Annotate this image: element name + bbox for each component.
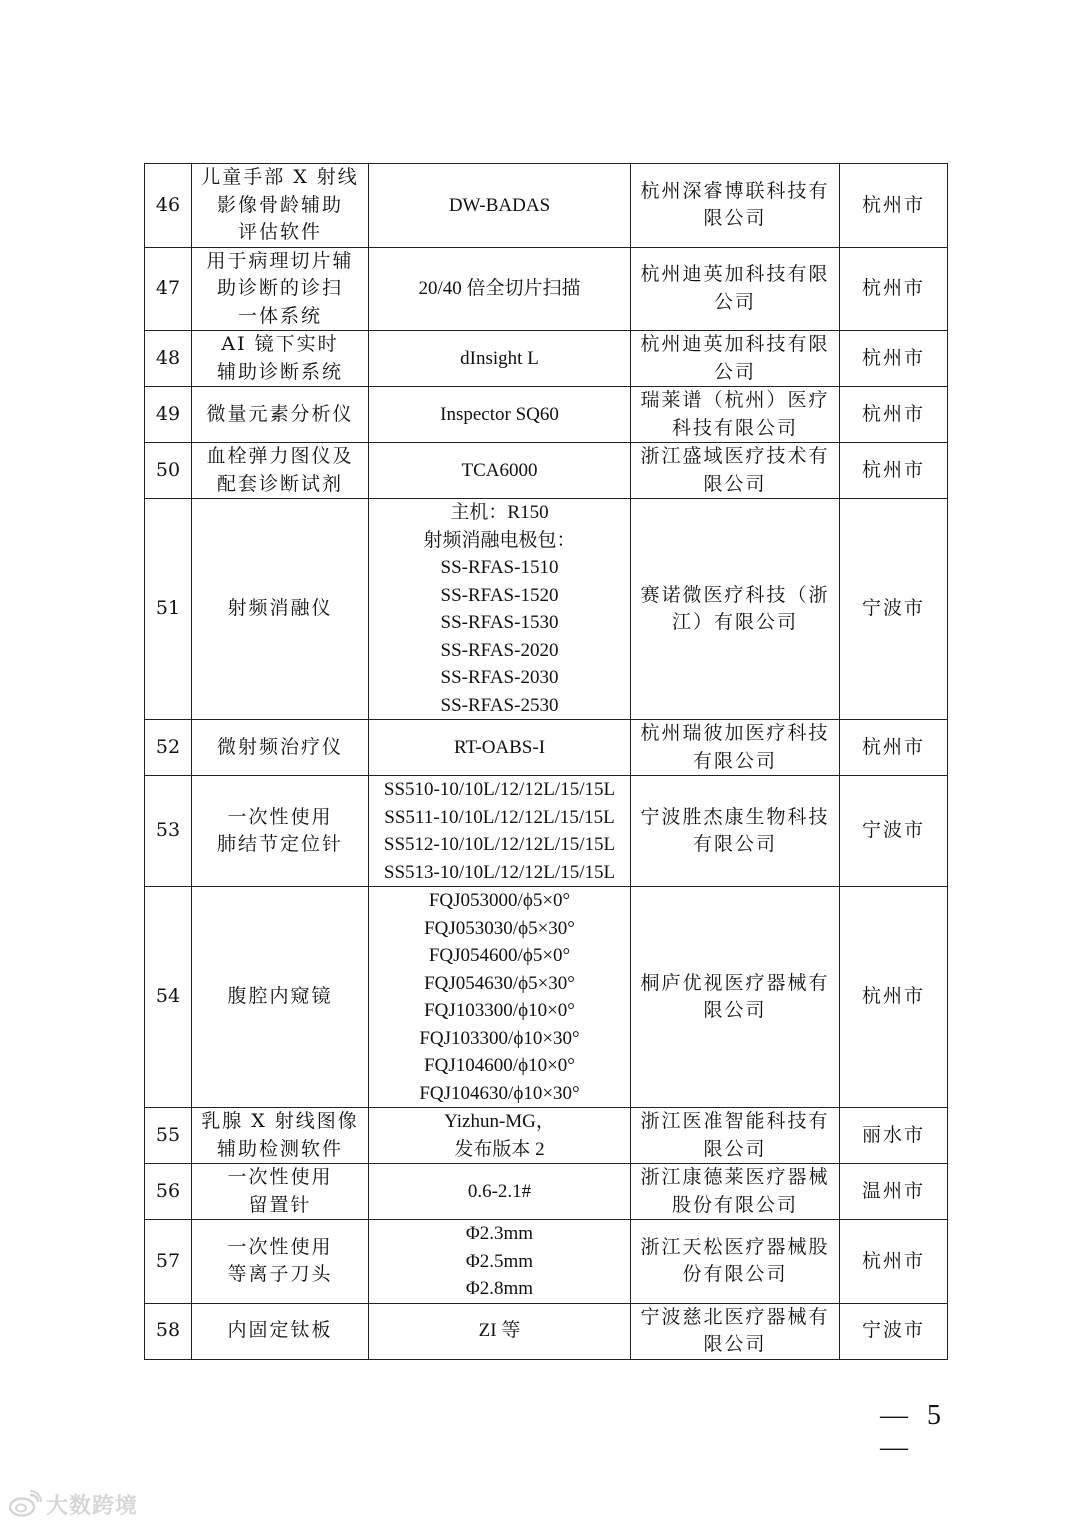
product-name-cell	[192, 443, 369, 499]
model-spec-cell	[369, 331, 631, 387]
table-row	[145, 164, 948, 248]
product-name-line: 一次性使用	[227, 1235, 333, 1258]
company-line: 杭州深睿博联科技有	[640, 179, 830, 202]
company-cell	[631, 887, 840, 1108]
company-line: 公司	[713, 290, 756, 313]
model-spec-cell	[369, 164, 631, 248]
product-name-cell	[192, 164, 369, 248]
row-number: 51	[155, 597, 181, 620]
model-spec-line: TCA6000	[461, 459, 538, 481]
product-name-line: 内固定钛板	[227, 1319, 333, 1342]
product-name-cell	[192, 720, 369, 776]
company-line: 科技有限公司	[671, 416, 798, 439]
weibo-logo-icon	[8, 1490, 42, 1518]
city-cell	[840, 247, 948, 331]
row-number: 53	[155, 819, 181, 842]
product-name-cell	[192, 387, 369, 443]
city: 宁波市	[861, 819, 925, 842]
row-number: 56	[155, 1179, 181, 1202]
product-name-cell	[192, 1303, 369, 1359]
row-number-cell	[145, 776, 192, 887]
product-name-line: 乳腺 X 射线图像	[201, 1110, 359, 1132]
company-cell	[631, 331, 840, 387]
company-line: 杭州迪英加科技有限	[640, 333, 830, 355]
model-spec-cell	[369, 720, 631, 776]
company-line: 限公司	[703, 1137, 767, 1160]
company-line: 浙江医准智能科技有	[640, 1110, 830, 1132]
model-spec-line: Φ2.8mm	[465, 1278, 534, 1299]
model-spec-line: FQJ103300/ϕ10×30°	[419, 1027, 580, 1049]
company-line: 限公司	[703, 999, 767, 1021]
city: 宁波市	[861, 597, 925, 620]
product-name-line: 肺结节定位针	[216, 833, 343, 855]
row-number: 49	[155, 402, 181, 425]
company-line: 限公司	[703, 472, 767, 495]
model-spec-line: dInsight L	[460, 347, 539, 369]
city-cell	[840, 1164, 948, 1220]
table-row	[145, 443, 948, 499]
model-spec-line: SS512-10/10L/12/12L/15/15L	[383, 834, 616, 855]
company-line: 宁波慈北医疗器械有	[640, 1305, 830, 1328]
table-row	[145, 1303, 948, 1359]
company-cell	[631, 499, 840, 720]
product-name-line: 留置针	[248, 1193, 312, 1216]
city-cell	[840, 776, 948, 887]
model-spec-line: Inspector SQ60	[440, 403, 559, 425]
model-spec-line: SS513-10/10L/12/12L/15/15L	[383, 861, 616, 883]
city: 杭州市	[861, 277, 925, 299]
model-spec-cell	[369, 887, 631, 1108]
product-name-line: 微射频治疗仪	[216, 735, 343, 758]
watermark	[8, 1488, 138, 1520]
company-cell	[631, 247, 840, 331]
model-spec-line: FQJ104600/ϕ10×0°	[424, 1055, 575, 1076]
model-spec-line: Φ2.5mm	[465, 1250, 534, 1272]
model-spec-line: SS-RFAS-2530	[440, 694, 559, 716]
model-spec-line: FQJ054600/ϕ5×0°	[428, 945, 571, 966]
product-name-line: 一次性使用	[227, 1166, 333, 1188]
company-cell	[631, 387, 840, 443]
model-spec-line: 主机：R150	[450, 502, 549, 523]
row-number-cell	[145, 720, 192, 776]
company-line: 浙江天松医疗器械股	[640, 1235, 830, 1258]
table-row	[145, 720, 948, 776]
product-name-cell	[192, 776, 369, 887]
model-spec-line: 0.6-2.1#	[467, 1180, 532, 1202]
table-row	[145, 1220, 948, 1304]
table-row	[145, 247, 948, 331]
watermark-text: 大数跨境	[46, 1493, 139, 1519]
model-spec-line: FQJ053030/ϕ5×30°	[424, 917, 575, 939]
model-spec-cell	[369, 443, 631, 499]
company-line: 股份有限公司	[671, 1193, 798, 1216]
model-spec-line: SS510-10/10L/12/12L/15/15L	[383, 779, 616, 800]
company-cell	[631, 1164, 840, 1220]
model-spec-cell	[369, 776, 631, 887]
city-cell	[840, 499, 948, 720]
city: 宁波市	[861, 1319, 925, 1342]
model-spec-line: RT-OABS-I	[453, 736, 546, 758]
city-cell	[840, 1220, 948, 1304]
table-row	[145, 1108, 948, 1164]
company-line: 桐庐优视医疗器械有	[640, 971, 830, 994]
model-spec-cell	[369, 247, 631, 331]
model-spec-line: DW-BADAS	[448, 194, 551, 216]
product-name-line: 评估软件	[237, 221, 322, 243]
city: 杭州市	[861, 346, 925, 369]
city: 杭州市	[861, 402, 925, 425]
product-name-line: 血栓弹力图仪及	[206, 445, 354, 467]
row-number-cell	[145, 887, 192, 1108]
company-line: 赛诺微医疗科技（浙	[640, 583, 830, 606]
product-name-line: 一次性使用	[227, 805, 333, 828]
table-row	[145, 887, 948, 1108]
row-number-cell	[145, 1303, 192, 1359]
model-spec-line: 20/40 倍全切片扫描	[418, 278, 581, 299]
model-spec-cell	[369, 1303, 631, 1359]
table-row	[145, 331, 948, 387]
company-line: 浙江盛域医疗技术有	[640, 445, 830, 467]
table-body	[145, 164, 948, 1360]
company-cell	[631, 720, 840, 776]
company-line: 有限公司	[692, 833, 777, 855]
table-row	[145, 387, 948, 443]
product-name-line: 一体系统	[237, 304, 322, 327]
model-spec-line: FQJ103300/ϕ10×0°	[424, 1000, 575, 1021]
product-name-line: AI 镜下实时	[221, 333, 339, 355]
city: 杭州市	[861, 985, 925, 1008]
model-spec-cell	[369, 1108, 631, 1164]
company-line: 宁波胜杰康生物科技	[640, 805, 830, 828]
model-spec-cell	[369, 499, 631, 720]
company-line: 份有限公司	[682, 1263, 788, 1286]
device-list-table	[144, 163, 948, 1360]
row-number-cell	[145, 1220, 192, 1304]
model-spec-line: SS-RFAS-1510	[440, 557, 559, 578]
model-spec-line: 发布版本 2	[454, 1138, 545, 1160]
product-name-line: 助诊断的诊扫	[216, 277, 343, 299]
company-cell	[631, 443, 840, 499]
product-name-cell	[192, 331, 369, 387]
row-number: 55	[155, 1123, 181, 1146]
model-spec-line: FQJ104630/ϕ10×30°	[419, 1082, 580, 1104]
model-spec-line: ZI 等	[478, 1320, 521, 1342]
row-number-cell	[145, 164, 192, 248]
city-cell	[840, 887, 948, 1108]
city: 温州市	[861, 1179, 925, 1202]
city: 杭州市	[861, 1249, 925, 1272]
company-line: 杭州迪英加科技有限	[640, 263, 830, 286]
city-cell	[840, 1303, 948, 1359]
city-cell	[840, 720, 948, 776]
product-name-line: 辅助诊断系统	[216, 360, 343, 383]
row-number: 48	[155, 346, 181, 369]
city-cell	[840, 164, 948, 248]
company-cell	[631, 164, 840, 248]
company-cell	[631, 1108, 840, 1164]
model-spec-line: FQJ054630/ϕ5×30°	[424, 972, 575, 994]
row-number-cell	[145, 1164, 192, 1220]
model-spec-line: SS-RFAS-1520	[440, 584, 559, 606]
city-cell	[840, 331, 948, 387]
company-cell	[631, 1220, 840, 1304]
city: 杭州市	[861, 735, 925, 758]
row-number-cell	[145, 499, 192, 720]
product-name-cell	[192, 247, 369, 331]
product-name-line: 微量元素分析仪	[206, 402, 354, 425]
company-line: 瑞莱谱（杭州）医疗	[640, 389, 830, 411]
product-name-cell	[192, 1108, 369, 1164]
product-name-cell	[192, 1164, 369, 1220]
city-cell	[840, 387, 948, 443]
city: 丽水市	[861, 1123, 925, 1146]
page-number: — 5 —	[880, 1400, 947, 1463]
model-spec-line: Φ2.3mm	[465, 1223, 534, 1244]
row-number: 57	[155, 1249, 181, 1272]
model-spec-cell	[369, 1220, 631, 1304]
product-name-line: 影像骨龄辅助	[216, 193, 343, 216]
product-name-line: 腹腔内窥镜	[227, 985, 333, 1008]
product-name-line: 用于病理切片辅	[206, 249, 354, 272]
company-line: 江）有限公司	[671, 611, 798, 633]
row-number-cell	[145, 247, 192, 331]
model-spec-line: SS-RFAS-2020	[440, 639, 559, 661]
product-name-cell	[192, 1220, 369, 1304]
row-number: 46	[155, 193, 181, 216]
product-name-line: 等离子刀头	[227, 1263, 333, 1286]
company-line: 限公司	[703, 1333, 767, 1355]
model-spec-line: 射频消融电极包：	[423, 529, 576, 551]
model-spec-cell	[369, 1164, 631, 1220]
company-line: 杭州瑞彼加医疗科技	[640, 722, 830, 744]
city: 杭州市	[861, 458, 925, 481]
city-cell	[840, 443, 948, 499]
company-cell	[631, 1303, 840, 1359]
row-number-cell	[145, 331, 192, 387]
product-name-line: 辅助检测软件	[216, 1137, 343, 1160]
model-spec-line: SS-RFAS-2030	[440, 667, 559, 688]
row-number-cell	[145, 387, 192, 443]
product-name-line: 配套诊断试剂	[216, 472, 343, 495]
row-number: 58	[155, 1319, 181, 1342]
row-number: 50	[155, 458, 181, 481]
product-name-cell	[192, 499, 369, 720]
model-spec-line: Yizhun-MG，	[444, 1111, 555, 1132]
model-spec-line: FQJ053000/ϕ5×0°	[428, 890, 571, 911]
table-row	[145, 1164, 948, 1220]
row-number-cell	[145, 1108, 192, 1164]
company-cell	[631, 776, 840, 887]
company-line: 浙江康德莱医疗器械	[640, 1166, 830, 1188]
company-line: 有限公司	[692, 749, 777, 772]
product-name-cell	[192, 887, 369, 1108]
model-spec-line: SS511-10/10L/12/12L/15/15L	[384, 806, 615, 828]
row-number: 54	[155, 985, 181, 1008]
row-number: 47	[155, 277, 181, 299]
company-line: 限公司	[703, 207, 767, 230]
product-name-line: 儿童手部 X 射线	[201, 166, 359, 188]
product-name-line: 射频消融仪	[227, 597, 333, 620]
model-spec-line: SS-RFAS-1530	[440, 612, 559, 633]
city: 杭州市	[861, 193, 925, 216]
company-line: 公司	[713, 360, 756, 383]
row-number: 52	[155, 735, 181, 758]
table-row	[145, 499, 948, 720]
model-spec-cell	[369, 387, 631, 443]
table-row	[145, 776, 948, 887]
city-cell	[840, 1108, 948, 1164]
row-number-cell	[145, 443, 192, 499]
